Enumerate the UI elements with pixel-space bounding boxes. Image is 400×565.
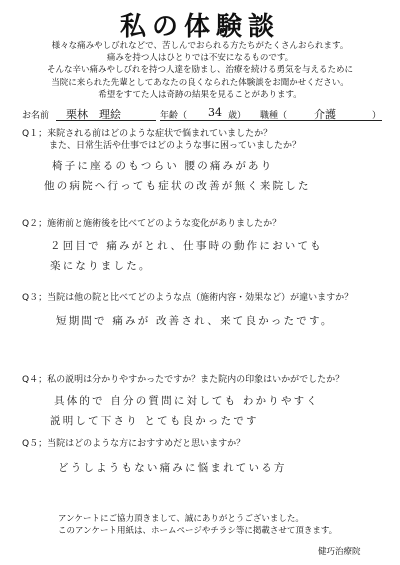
clinic-name: 健巧治療院: [318, 547, 361, 557]
question-line: Q５；当院はどのような方におすすめだと思いますか？: [22, 439, 246, 449]
job-label: 職種（: [260, 111, 288, 121]
answer-line: 椅子に座るのもつらい 腰の痛みがあり: [52, 160, 274, 172]
name-label: お名前: [22, 111, 50, 121]
intro-line: 様々な痛みやしびれなどで、苦しんでおられる方たちがたくさんおられます。: [51, 41, 349, 51]
footer-line: アンケートにご協力頂きまして、誠にありがとうございました。: [58, 514, 304, 524]
name-underline: [56, 120, 156, 121]
profile-row: [22, 106, 382, 122]
job-value: 介護: [314, 108, 336, 121]
question-line: Q１；来院される前はどのような症状で悩まれていましたか？: [22, 129, 273, 139]
answer-line: 短期間で 痛みが 改善され、来て良かったです。: [56, 315, 334, 327]
intro-line: 痛みを持つ人はひとりでは不安になるものです。: [106, 53, 294, 64]
age-suffix: 歳）: [228, 111, 247, 121]
question-2: [22, 218, 382, 230]
answer-line: ２回目で 痛みがとれ、仕事時の動作においても: [50, 240, 323, 252]
answer-line: 具体的で 自分の質問に対しても わかりやすく: [54, 395, 320, 407]
job-suffix: ）: [372, 111, 382, 121]
answer-line: 他の病院へ行っても症状の改善が無く来院した: [44, 180, 311, 192]
question-4: [22, 374, 382, 386]
intro-line: そんな辛い痛みやしびれを持つ人達を励まし、治療を続ける勇気を与えるために: [46, 65, 353, 76]
question-line: Q４；私の説明は分かりやすかったですか？また院内の印象はいかがでしたか？: [22, 375, 345, 385]
name-value: 栗林 理絵: [66, 108, 121, 121]
age-label: 年齢（: [160, 111, 188, 121]
answer-line: 説明して下さり とても良かったです: [50, 415, 259, 427]
profile-underline: [160, 120, 382, 121]
intro-text: [18, 40, 382, 101]
question-line: Q２；施術前と施術後を比べてどのような変化がありましたか？: [22, 219, 282, 229]
question-line: Q３；当院は他の院と比べてどのような点（施術内容・効果など）が違いますか？: [22, 293, 354, 303]
footer-text: [58, 514, 337, 537]
intro-line: 希望をすてた人は奇跡の結果を見ることがあります。: [98, 89, 302, 100]
footer-line: このアンケート用紙は、ホームページやチラシ等に掲載させて頂きます。: [58, 525, 338, 536]
intro-line: 当院に来られた先輩としてあなたの良くなられた体験談をお聞かせください。: [51, 77, 349, 88]
question-5: [22, 438, 382, 450]
question-3: [22, 292, 382, 304]
question-1: [22, 128, 382, 152]
age-value: 34: [208, 106, 222, 119]
answer-line: 楽になりました。: [50, 260, 152, 272]
question-line: また、日常生活や仕事ではどのような事に困っていましたか？: [22, 141, 302, 151]
answer-line: どうしようもない痛みに悩まれている方: [58, 462, 287, 474]
page-title: 私の体験談: [119, 12, 280, 42]
